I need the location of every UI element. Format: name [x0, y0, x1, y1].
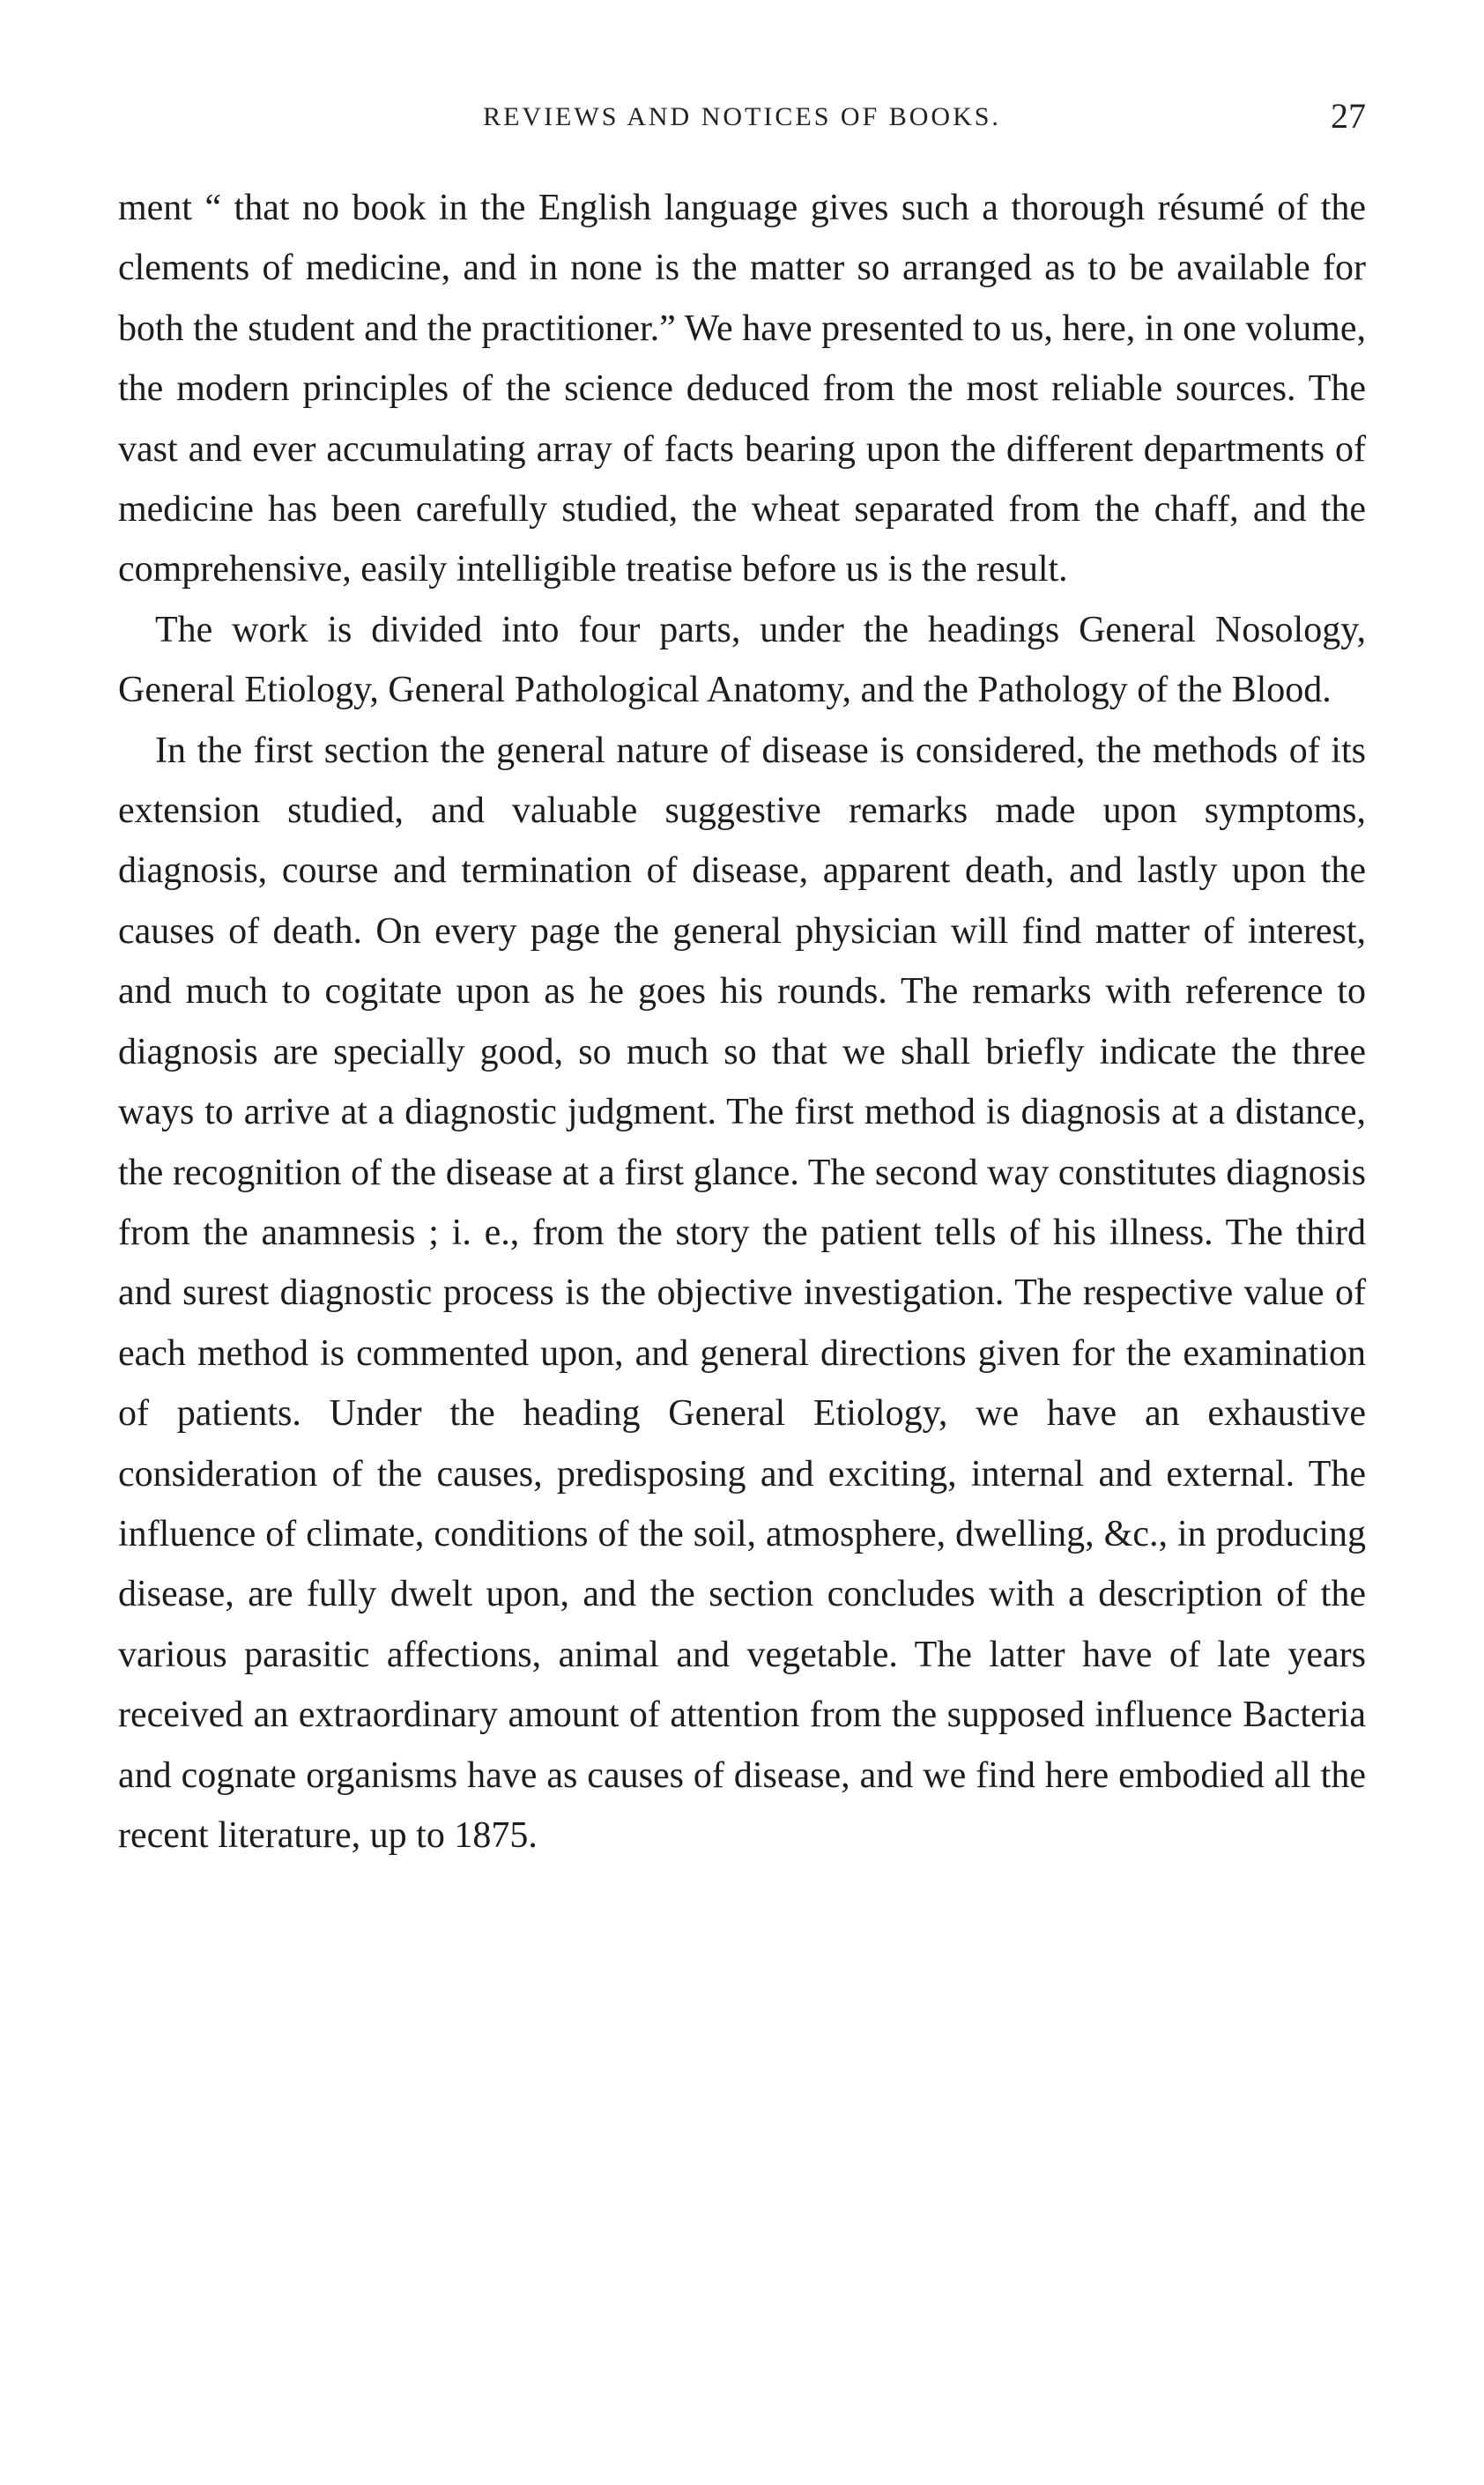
paragraph-continuation: ment “ that no book in the English language gives such a thorough résumé of the clements of medicine, and in none is the matter so arranged as to be available for both the student and the practitioner.” We have presented to us, here, in one volume, the modern principles of the science deduced from the most reliable sources. The vast and ever accumulating array of facts bearing upon the different departments of medicine has been carefully studied, the wheat separated from the chaff, and the comprehensive, easily intelligible treatise before us is the result.: [118, 188, 1366, 590]
paragraph-first-section: In the first section the general nature of disease is considered, the methods of its extension studied, and valuable suggestive remarks made upon symptoms, diagnosis, course and termination of disease, apparent death, and lastly upon the causes of death. On every page the general physician will find matter of interest, and much to cogitate upon as he goes his rounds. The remarks with reference to diagnosis are specially good, so much so that we shall briefly indicate the three ways to arrive at a diagnostic judgment. The first method is diagnosis at a distance, the recognition of the disease at a first glance. The second way constitutes diagnosis from the anamnesis ; i. e., from the story the patient tells of his illness. The third and surest diagnostic process is the objective investigation. The respective value of each method is commented upon, and general directions given for the examination of patients. Under the heading General Etiology, we have an exhaustive consideration of the causes, predisposing and exciting, internal and external. The influence of climate, conditions of the soil, atmosphere, dwelling, &c., in producing disease, are fully dwelt upon, and the section concludes with a description of the various parasitic affections, animal and vegetable. The latter have of late years received an extraordinary amount of attention from the supposed influence Bacteria and cognate organisms have as causes of disease, and we find here embodied all the recent literature, up to 1875.: [118, 730, 1366, 1856]
page-number: 27: [1331, 96, 1366, 136]
paragraph-work-divided: The work is divided into four parts, under the headings General Nosology, General Etiology, General Pathological Anatomy, and the Pathology of the Blood.: [118, 609, 1366, 711]
body-text: [118, 178, 1366, 1866]
running-title: REVIEWS AND NOTICES OF BOOKS.: [483, 102, 1001, 131]
running-head: [118, 95, 1366, 148]
